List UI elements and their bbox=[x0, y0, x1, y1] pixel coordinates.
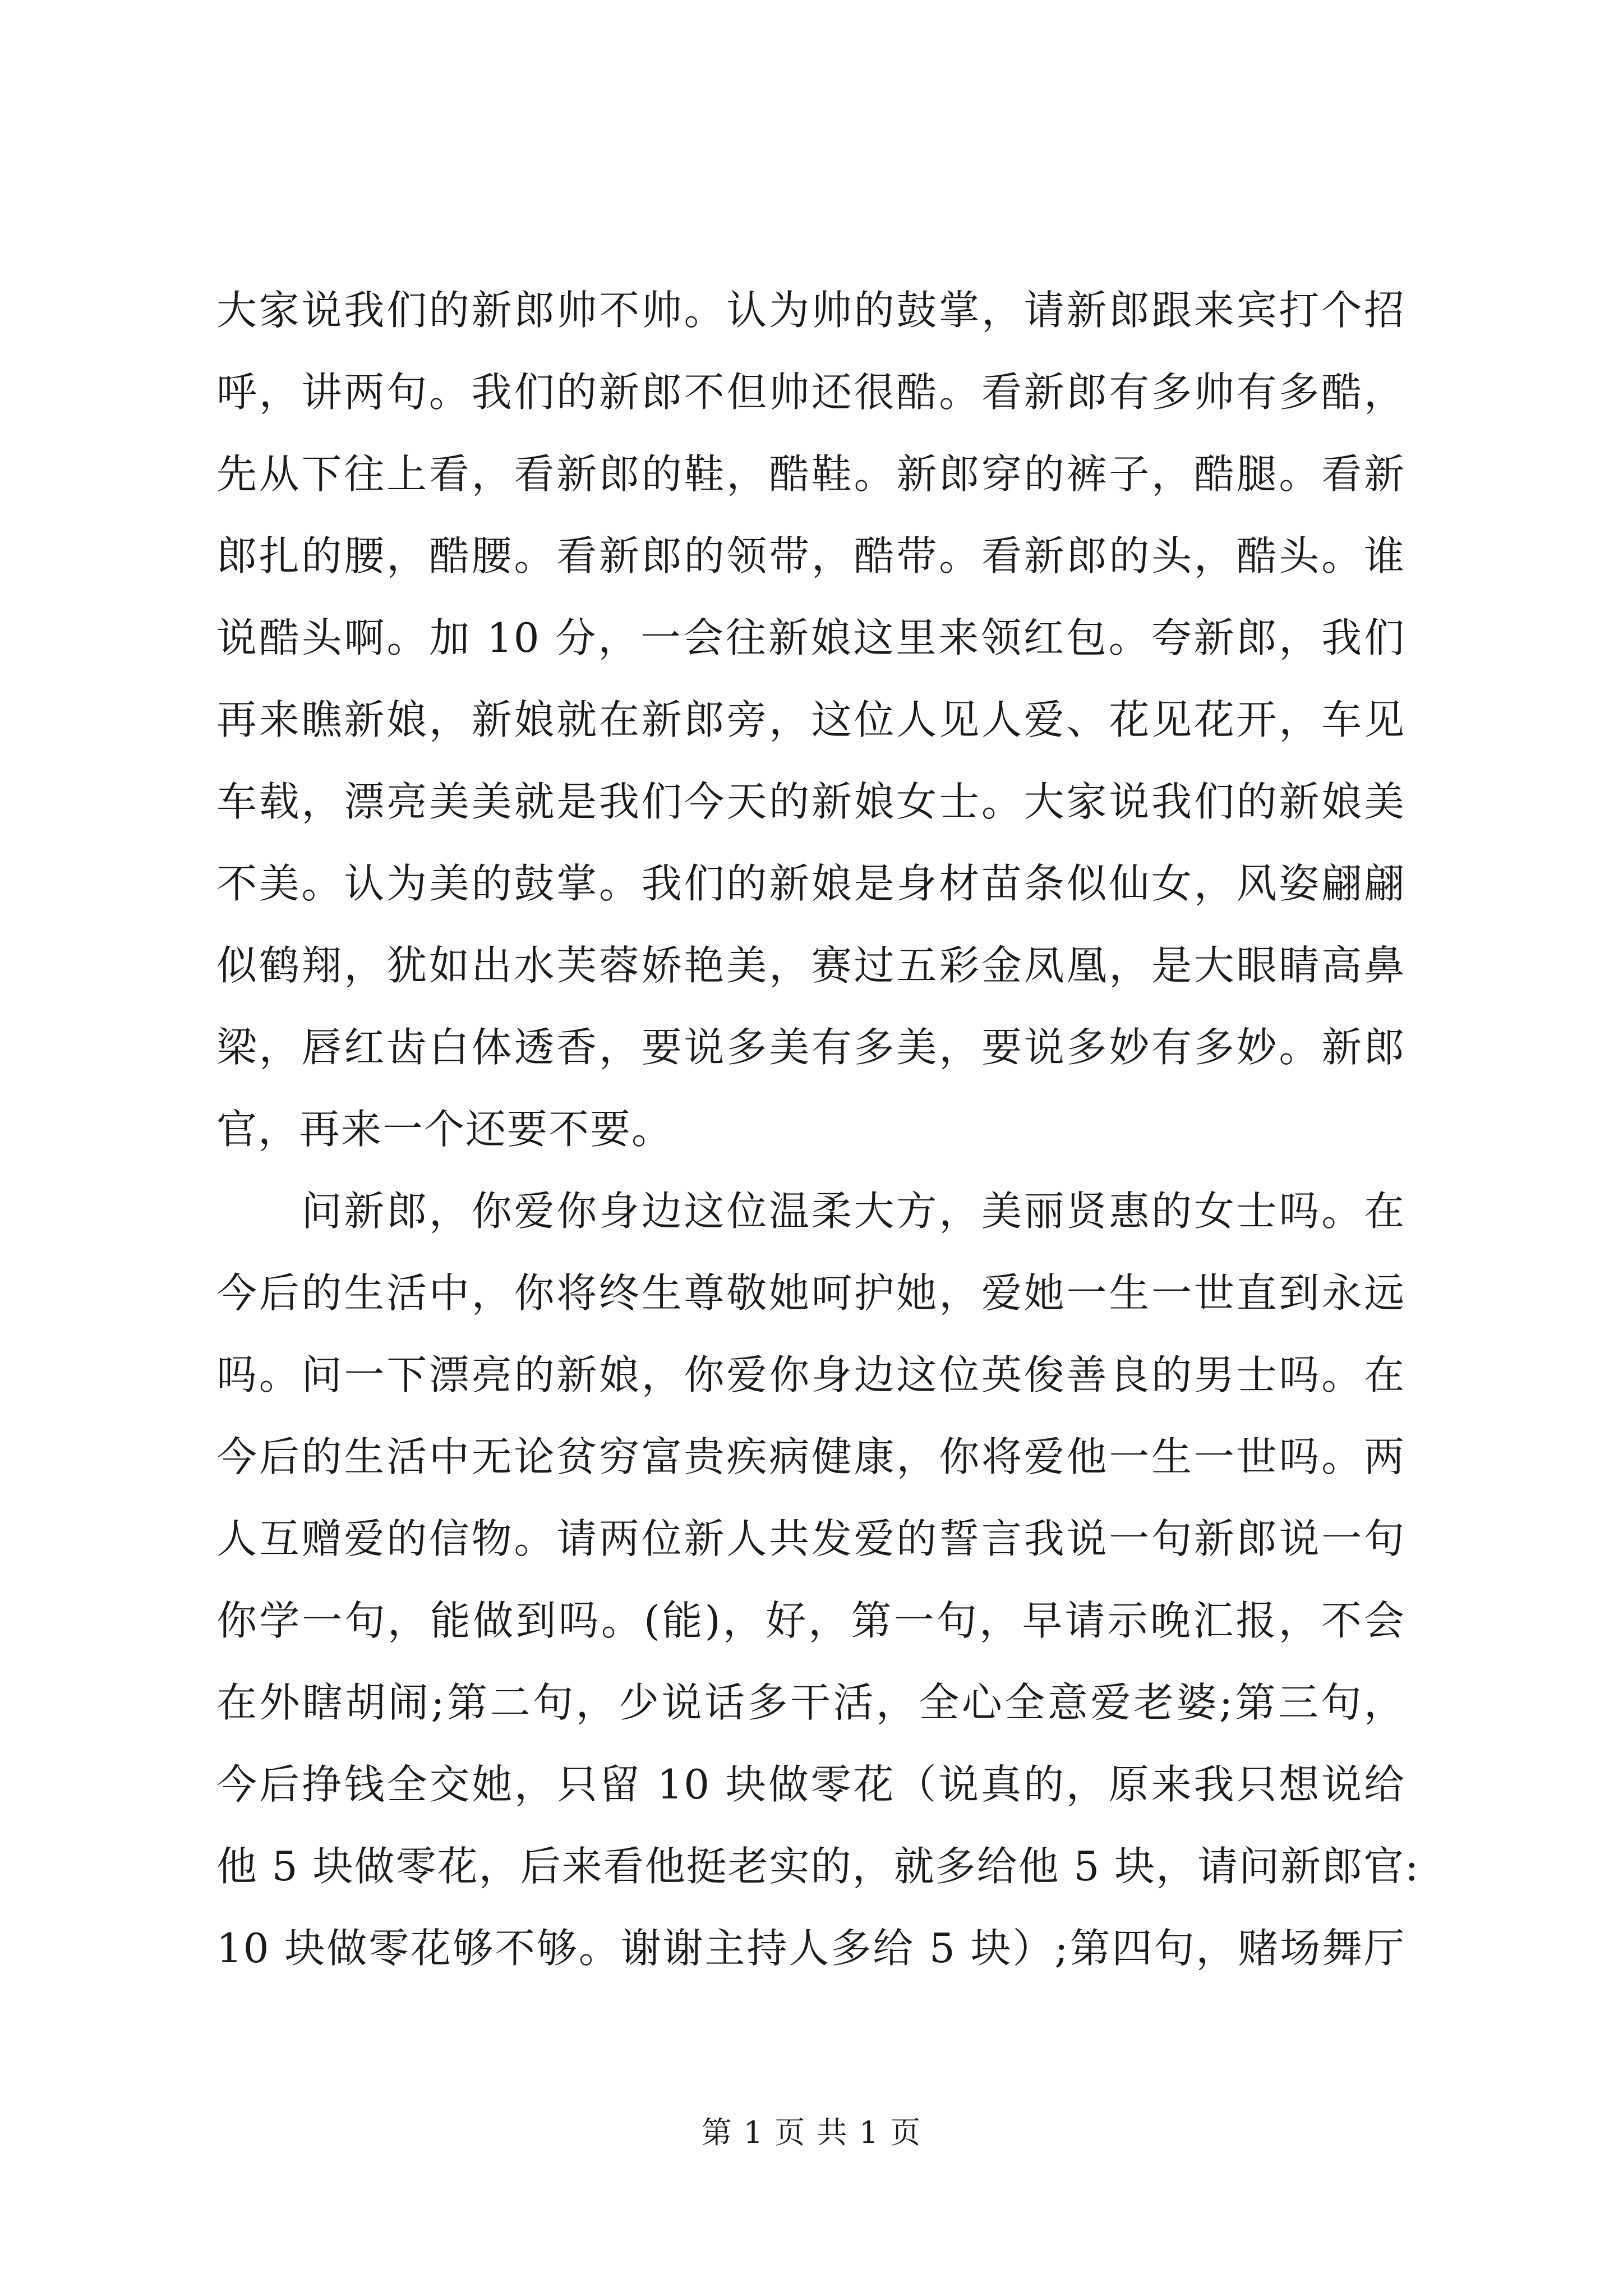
text-line: 不美。认为美的鼓掌。我们的新娘是身材苗条似仙女，风姿翩翩 bbox=[216, 860, 1405, 907]
text-line: 你学一句，能做到吗。(能)，好，第一句，早请示晚汇报，不会 bbox=[216, 1597, 1405, 1644]
text-line: 郎扎的腰，酷腰。看新郎的领带，酷带。看新郎的头，酷头。谁 bbox=[216, 532, 1405, 579]
document-body bbox=[216, 287, 1420, 2007]
text-line: 吗。问一下漂亮的新娘，你爱你身边这位英俊善良的男士吗。在 bbox=[216, 1351, 1405, 1398]
text-line: 似鹤翔，犹如出水芙蓉娇艳美，赛过五彩金凤凰，是大眼睛高鼻 bbox=[216, 942, 1405, 989]
text-line: 说酷头啊。加 10 分，一会往新娘这里来领红包。夸新郎，我们 bbox=[216, 614, 1405, 661]
text-line: 再来瞧新娘，新娘就在新郎旁，这位人见人爱、花见花开，车见 bbox=[216, 696, 1405, 743]
text-line: 问新郎，你爱你身边这位温柔大方，美丽贤惠的女士吗。在 bbox=[216, 1188, 1405, 1235]
text-line: 今后的生活中无论贫穷富贵疾病健康，你将爱他一生一世吗。两 bbox=[216, 1433, 1405, 1480]
text-line: 呼，讲两句。我们的新郎不但帅还很酷。看新郎有多帅有多酷， bbox=[216, 369, 1405, 416]
text-line: 官，再来一个还要不要。 bbox=[216, 1106, 674, 1153]
text-line: 车载，漂亮美美就是我们今天的新娘女士。大家说我们的新娘美 bbox=[216, 778, 1405, 825]
text-line: 今后的生活中，你将终生尊敬她呵护她，爱她一生一世直到永远 bbox=[216, 1269, 1405, 1317]
text-line: 今后挣钱全交她，只留 10 块做零花（说真的，原来我只想说给 bbox=[216, 1761, 1405, 1808]
text-line: 先从下往上看，看新郎的鞋，酷鞋。新郎穿的裤子，酷腿。看新 bbox=[216, 450, 1405, 498]
text-line: 梁，唇红齿白体透香，要说多美有多美，要说多妙有多妙。新郎 bbox=[216, 1024, 1405, 1071]
text-line: 他 5 块做零花，后来看他挺老实的，就多给他 5 块，请问新郎官: bbox=[216, 1843, 1420, 1890]
page-footer: 第 1 页 共 1 页 bbox=[701, 2115, 922, 2150]
text-line: 人互赠爱的信物。请两位新人共发爱的誓言我说一句新郎说一句 bbox=[216, 1515, 1405, 1562]
text-line: 大家说我们的新郎帅不帅。认为帅的鼓掌，请新郎跟来宾打个招 bbox=[216, 287, 1405, 334]
text-line: 在外瞎胡闹;第二句，少说话多干活，全心全意爱老婆;第三句， bbox=[216, 1679, 1405, 1726]
text-line: 10 块做零花够不够。谢谢主持人多给 5 块）;第四句，赌场舞厅 bbox=[216, 1925, 1405, 1972]
